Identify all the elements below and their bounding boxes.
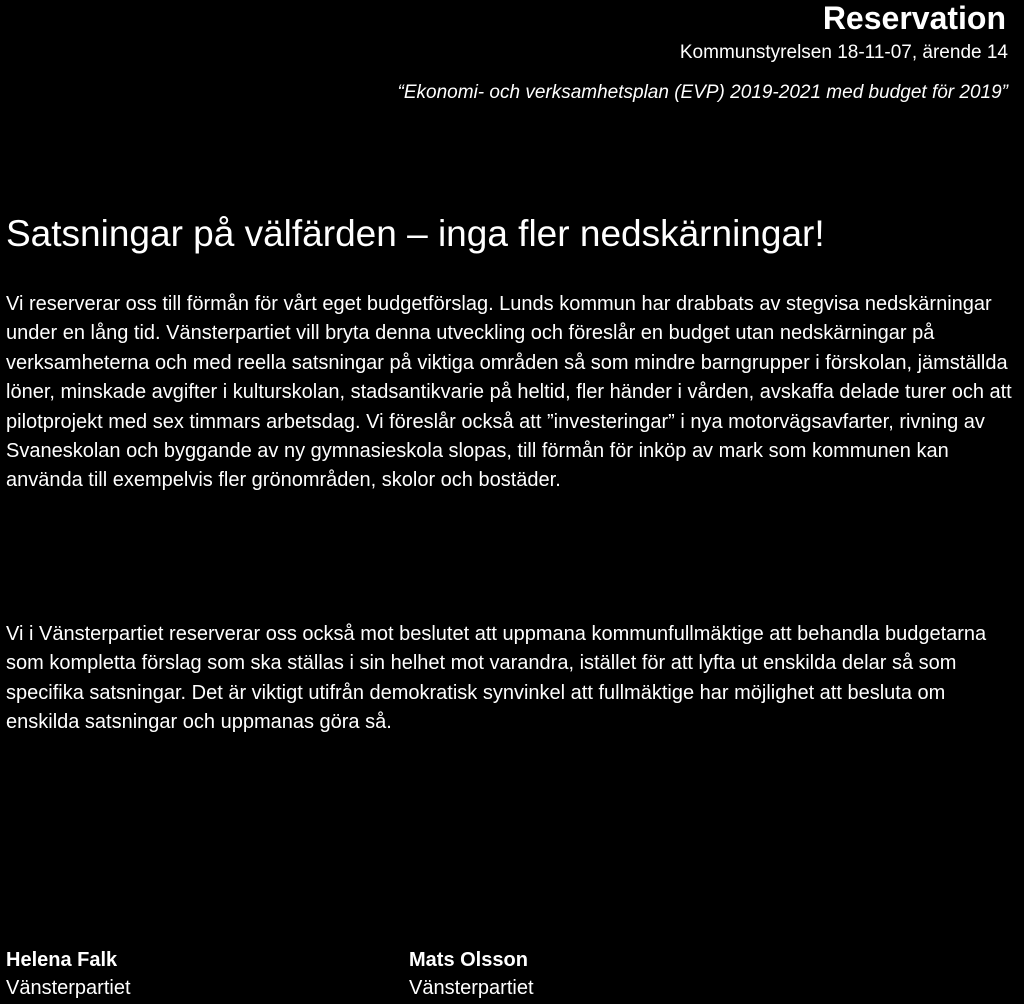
meeting-reference: Kommunstyrelsen 18-11-07, ärende 14 <box>679 42 1008 63</box>
paragraph-2: Vi i Vänsterpartiet reserverar oss också mot beslutet att uppmana kommunfullmäktige att behandla budgetarna som kompletta förslag som ska ställas i sin helhet mot varandra, istället för att lyfta ut enskilda delar så som specifika satsningar. Det är viktigt utifrån demokratisk synvinkel att fullmäktige har möjlighet att besluta om enskilda satsningar och uppmanas göra så. <box>6 623 987 734</box>
signature-party: Vänsterpartiet <box>409 977 534 999</box>
subject-line: “Ekonomi- och verksamhetsplan (EVP) 2019-2021 med budget för 2019” <box>397 82 1008 103</box>
document-title: Reservation <box>822 0 1006 36</box>
signature-name: Mats Olsson <box>409 949 528 971</box>
signature-name: Helena Falk <box>6 949 118 971</box>
paragraph-1: Vi reserverar oss till förmån för vårt eget budgetförslag. Lunds kommun har drabbats av stegvisa nedskärningar under en lång tid. Vänsterpartiet vill bryta denna utveckling och föreslår en budget utan nedskärningar på verksamheterna och med reella satsningar på viktiga områden så som mindre barngrupper i förskolan, jämställda löner, minskade avgifter i kulturskolan, stadsantikvarie på heltid, fler händer i vården, avskaffa delade turer och att pilotprojekt med sex timmars arbetsdag. Vi föreslår också att ”investeringar” i nya motorvägsavfarter, rivning av Svaneskolan och byggande av ny gymnasieskola slopas, till förmån för inköp av mark som kommunen kan använda till exempelvis fler grönområden, skolor och bostäder. <box>6 293 1012 492</box>
signature-party: Vänsterpartiet <box>6 977 131 999</box>
signature-block-1 <box>6 946 131 1002</box>
headline: Satsningar på välfärden – inga fler nedskärningar! <box>6 213 825 254</box>
signature-block-2 <box>409 946 534 1002</box>
